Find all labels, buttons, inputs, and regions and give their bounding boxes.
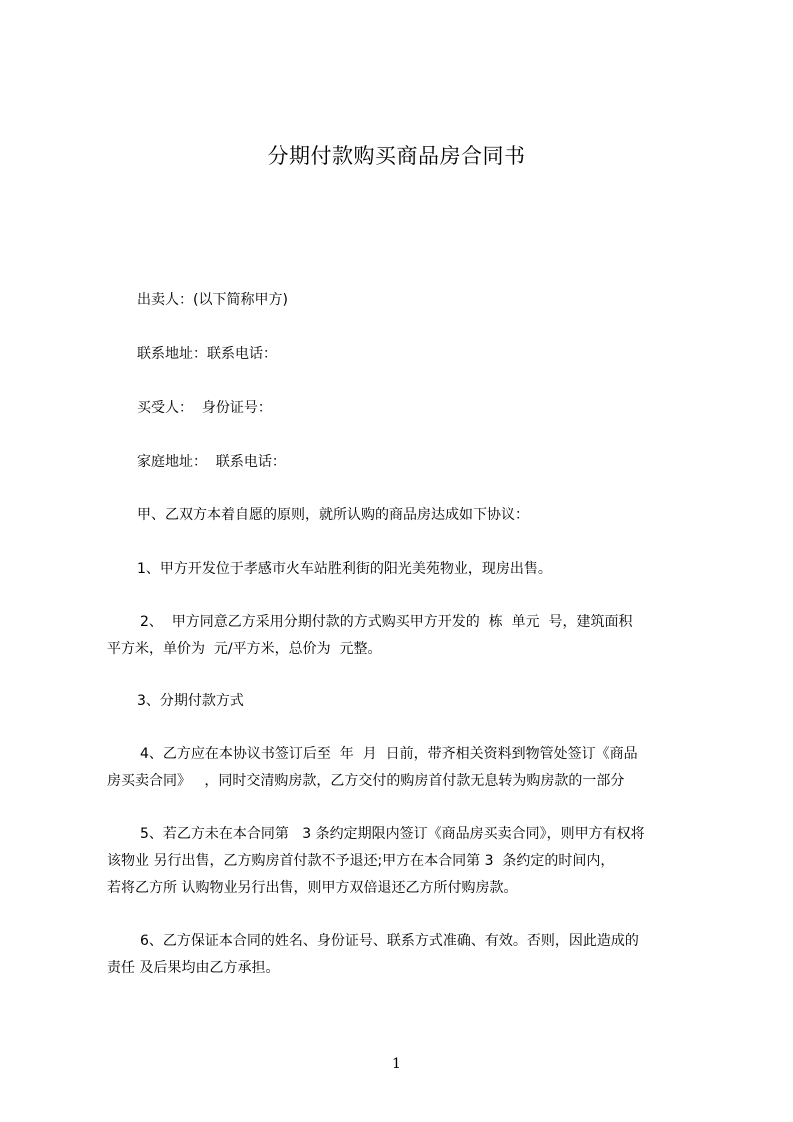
clause-5-line-1: 5、若乙方未在本合同第 3 条约定期限内签订《商品房买卖合同》，则甲方有权将 [140, 826, 645, 842]
buyer-line: 买受人： 身份证号： [137, 400, 272, 416]
clause-5-line-3: 若将乙方所 认购物业另行出售，则甲方双倍退还乙方所付购房款。 [107, 880, 518, 896]
clause-5-line-2: 该物业 另行出售，乙方购房首付款不予退还;甲方在本合同第 3 条约定的时间内， [107, 853, 615, 869]
document-title: 分期付款购买商品房合同书 [267, 144, 526, 168]
clause-6-line-2: 责任 及后果均由乙方承担。 [107, 960, 280, 976]
seller-contact-line: 联系地址：联系电话： [137, 346, 277, 362]
preamble-line: 甲、乙双方本着自愿的原则，就所认购的商品房达成如下协议： [137, 507, 529, 523]
clause-2-line-2: 平方米，单价为 元/平方米，总价为 元整。 [107, 641, 382, 657]
seller-line: 出卖人：(以下简称甲方) [137, 292, 288, 308]
clause-3-line: 3、分期付款方式 [137, 693, 244, 709]
buyer-address-line: 家庭地址： 联系电话： [137, 454, 286, 470]
clause-1-line: 1、甲方开发位于孝感市火车站胜利街的阳光美苑物业，现房出售。 [137, 561, 552, 577]
clause-4-line-1: 4、乙方应在本协议书签订后至 年 月 日前，带齐相关资料到物管处签订《商品 [140, 746, 638, 762]
clause-4-line-2: 房买卖合同》 ，同时交清购房款，乙方交付的购房首付款无息转为购房款的一部分 [107, 773, 625, 789]
clause-6-line-1: 6、乙方保证本合同的姓名、身份证号、联系方式准确、有效。否则，因此造成的 [140, 933, 639, 949]
page-number: 1 [392, 1056, 401, 1072]
clause-2-line-1: 2、 甲方同意乙方采用分期付款的方式购买甲方开发的 栋 单元 号，建筑面积 [140, 614, 633, 630]
